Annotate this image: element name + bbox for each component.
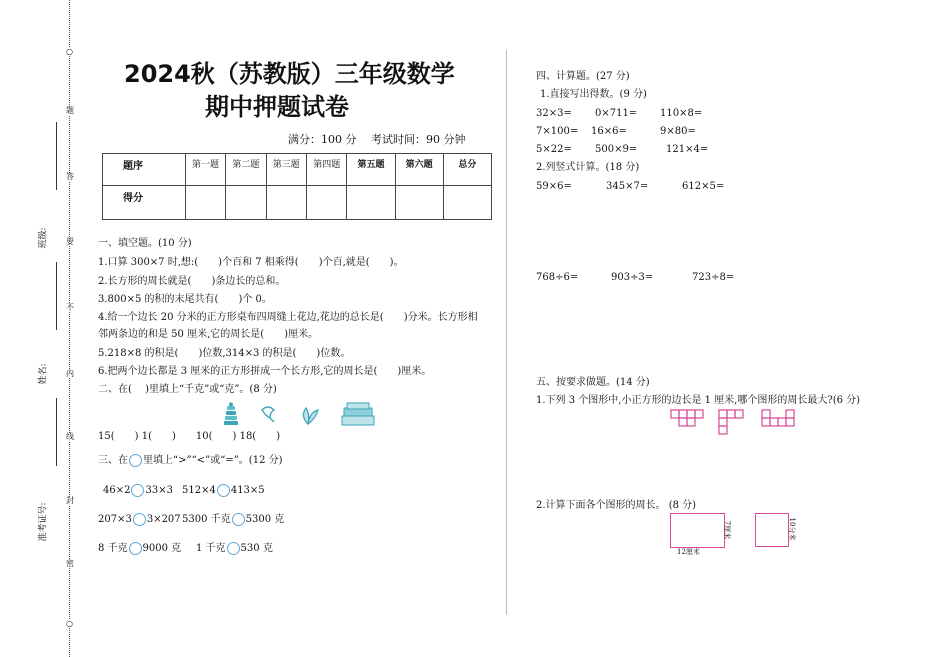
calc-item: 500×9= [595, 144, 638, 155]
comparison-left: 1 千克 [196, 543, 226, 554]
page-subtitle: 期中押题试卷 [205, 93, 349, 121]
shape-b [719, 410, 743, 434]
comparison-left: 8 千克 [98, 543, 128, 554]
score-cell [395, 186, 443, 220]
answer-circle[interactable] [227, 542, 240, 555]
section3-heading [98, 454, 283, 467]
comparison-right: 530 克 [240, 543, 273, 554]
calc-item: 0×711= [595, 108, 638, 119]
answer-circle[interactable] [129, 542, 142, 555]
comparison-item [98, 542, 181, 555]
name-underline [56, 262, 57, 330]
calc-item: 121×4= [666, 144, 709, 155]
comparison-item [103, 484, 173, 497]
section5-heading: 五、按要求做题。(14 分) [536, 377, 650, 388]
score-header-cell: 第二题 [226, 154, 266, 186]
weight-objects-illustration [218, 402, 378, 428]
rect-width-label: 12厘米 [677, 548, 700, 556]
section2-heading: 二、在( )里填上“千克”或“克”。(8 分) [98, 384, 277, 395]
stacking-rings-icon [224, 403, 238, 426]
score-header-cell: 第三题 [266, 154, 306, 186]
page-title: 2024秋（苏教版）三年级数学 [124, 60, 455, 88]
unit-answers: 15( ) 1( ) 10( ) 18( ) [98, 431, 281, 442]
comparison-left: 46×2 [103, 485, 131, 496]
comparison-item [98, 513, 181, 526]
comparison-left: 5300 千克 [182, 514, 231, 525]
question-text: 2.长方形的周长就是( )条边长的总和。 [98, 276, 286, 287]
square-side-label: 10分米 [788, 517, 796, 541]
rectangle-figure [670, 513, 725, 548]
calc-item: 9×80= [660, 126, 696, 137]
score-cell [266, 186, 306, 220]
subsection-heading: 2.列竖式计算。(18 分) [536, 162, 640, 173]
calc-item: 32×3= [536, 108, 572, 119]
score-header-cell: 第六题 [395, 154, 443, 186]
section4-heading: 四、计算题。(27 分) [536, 71, 630, 82]
calc-item: 903÷3= [611, 272, 654, 283]
binding-circle: ○ [66, 619, 73, 628]
answer-circle[interactable] [133, 513, 146, 526]
score-cell [443, 186, 491, 220]
section3-heading-pre: 三、在 [98, 455, 128, 466]
seal-mark: 密 [66, 559, 74, 568]
binding-circle: ○ [66, 47, 73, 56]
comparison-right: 9000 克 [142, 543, 182, 554]
section3-heading-post: 里填上“>”“<”或“=”。(12 分) [143, 455, 283, 466]
seal-mark: 内 [66, 369, 74, 378]
comparison-left: 207×3 [98, 514, 132, 525]
question-text: 6.把两个边长都是 3 厘米的正方形拼成一个长方形,它的周长是( )厘米。 [98, 366, 432, 377]
comparison-right: 3×207 [146, 514, 181, 525]
answer-circle[interactable] [131, 484, 144, 497]
comparison-item [182, 513, 284, 526]
question-text: 1.口算 300×7 时,想:( )个百和 7 相乘得( )个百,就是( )。 [98, 257, 404, 268]
calc-item: 59×6= [536, 181, 572, 192]
rect-height-label: 7厘米 [723, 520, 731, 540]
question-text: 3.800×5 的积的末尾共有( )个 0。 [98, 294, 272, 305]
question-text: 4.给一个边长 20 分米的正方形桌布四周缝上花边,花边的总长是( )分米。长方形相 [98, 312, 478, 323]
exam-no-label: 准考证号: [38, 502, 49, 542]
books-stack-icon [342, 403, 374, 425]
seal-mark: 题 [66, 106, 74, 115]
comparison-right: 5300 克 [245, 514, 285, 525]
score-header-cell: 总分 [443, 154, 491, 186]
score-table [102, 153, 492, 220]
class-underline [56, 122, 57, 190]
comparison-right: 33×3 [145, 485, 173, 496]
seal-mark: 线 [66, 432, 74, 441]
shape-a [671, 410, 703, 426]
score-header-cell: 第四题 [307, 154, 347, 186]
score-cell [185, 186, 225, 220]
calc-item: 7×100= [536, 126, 579, 137]
calc-item: 5×22= [536, 144, 572, 155]
seal-mark: 答 [66, 172, 74, 181]
calc-item: 768÷6= [536, 272, 579, 283]
calc-item: 345×7= [606, 181, 649, 192]
shape-c [762, 410, 794, 426]
grid-shapes-figure [668, 408, 802, 436]
exam-no-underline [56, 398, 57, 466]
score-header-cell: 题序 [103, 154, 186, 186]
square-figure [755, 513, 789, 547]
exam-meta: 满分：100 分 考试时间：90 分钟 [288, 133, 466, 146]
subsection-heading: 1.直接写出得数。(9 分) [540, 89, 647, 100]
question-text: 邻两条边的和是 50 厘米,它的周长是( )厘米。 [98, 329, 319, 340]
question-text: 2.计算下面各个图形的周长。 (8 分) [536, 500, 697, 511]
class-label: 班级: [38, 227, 49, 249]
section1-heading: 一、填空题。(10 分) [98, 238, 192, 249]
column-divider [506, 50, 507, 615]
blank-circle-icon [129, 454, 142, 467]
score-cell [226, 186, 266, 220]
answer-circle[interactable] [232, 513, 245, 526]
seal-mark: 要 [66, 237, 74, 246]
question-text: 5.218×8 的积是( )位数,314×3 的积是( )位数。 [98, 348, 351, 359]
score-header-cell: 第一题 [185, 154, 225, 186]
comparison-left: 512×4 [182, 485, 216, 496]
calc-item: 612×5= [682, 181, 725, 192]
score-cell [347, 186, 395, 220]
calc-item: 16×6= [591, 126, 627, 137]
bird-icon [262, 407, 274, 422]
seal-mark: 不 [66, 303, 74, 312]
calc-item: 723÷8= [692, 272, 735, 283]
score-cell [307, 186, 347, 220]
seal-mark: 封 [66, 496, 74, 505]
score-row-label: 得分 [103, 186, 186, 220]
score-header-cell: 第五题 [347, 154, 395, 186]
calc-item: 110×8= [660, 108, 703, 119]
comparison-item [196, 542, 273, 555]
comparison-item [182, 484, 265, 497]
plant-icon [303, 408, 318, 424]
answer-circle[interactable] [217, 484, 230, 497]
comparison-right: 413×5 [230, 485, 265, 496]
question-text: 1.下列 3 个图形中,小正方形的边长是 1 厘米,哪个图形的周长最大?(6 分) [536, 395, 861, 406]
name-label: 姓名: [38, 363, 49, 385]
